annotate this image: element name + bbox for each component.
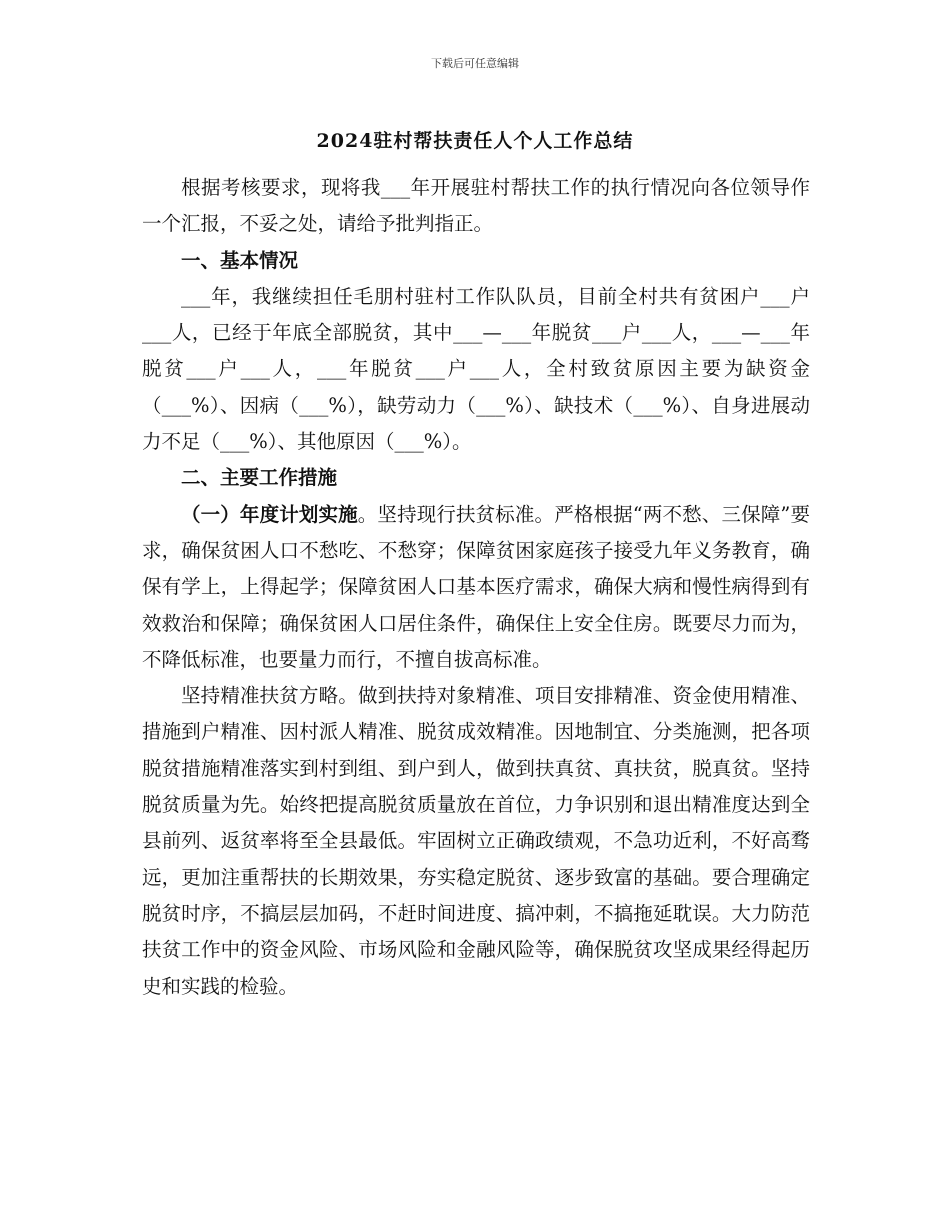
section2-sub1-paragraph (142, 497, 810, 678)
document-body (142, 170, 810, 1005)
header-note: 下载后可任意编辑 (431, 57, 519, 70)
document-title: 2024驻村帮扶责任人个人工作总结 (316, 130, 634, 152)
section1-heading: 一、基本情况 (181, 248, 299, 272)
section2-sub1-lead: （一）年度计划实施 (181, 502, 358, 526)
intro-paragraph: 根据考核要求，现将我___年开展驻村帮扶工作的执行情况向各位领导作一个汇报，不妥之处，请给予批判指正。 (142, 176, 810, 236)
section1-paragraph: ___年，我继续担任毛朋村驻村工作队队员，目前全村共有贫困户___户___人，已经于年底全部脱贫，其中___—___年脱贫___户___人，___—___年脱贫___户___人，___年脱贫___户___人，全村致贫原因主要为缺资金（___%）、因病（___%），缺劳动力（___%）、缺技术（___%）、自身进展动力不足（___%）、其他原因（___%）。 (142, 284, 810, 454)
section2-sub1-text: 。坚持现行扶贫标准。严格根据“两不愁、三保障”要求，确保贫困人口不愁吃、不愁穿；保障贫困家庭孩子接受九年义务教育，确保有学上，上得起学；保障贫困人口基本医疗需求，确保大病和慢性病得到有效救治和保障；确保贫困人口居住条件，确保住上安全住房。既要尽力而为，不降低标准，也要量力而行，不擅自拔高标准。 (142, 502, 810, 671)
section2-heading: 二、主要工作措施 (181, 466, 338, 490)
section2-paragraph2: 坚持精准扶贫方略。做到扶持对象精准、项目安排精准、资金使用精准、措施到户精准、因村派人精准、脱贫成效精准。因地制宜、分类施测，把各项脱贫措施精准落实到村到组、到户到人，做到扶真贫、真扶贫，脱真贫。坚持脱贫质量为先。始终把提高脱贫质量放在首位，力争识别和退出精准度达到全县前列、返贫率将至全县最低。牢固树立正确政绩观，不急功近利，不好高骛远，更加注重帮扶的长期效果，夯实稳定脱贫、逐步致富的基础。要合理确定脱贫时序，不搞层层加码，不赶时间进度、搞冲刺，不搞拖延耽误。大力防范扶贫工作中的资金风险、市场风险和金融风险等，确保脱贫攻坚成果经得起历史和实践的检验。 (142, 684, 810, 998)
